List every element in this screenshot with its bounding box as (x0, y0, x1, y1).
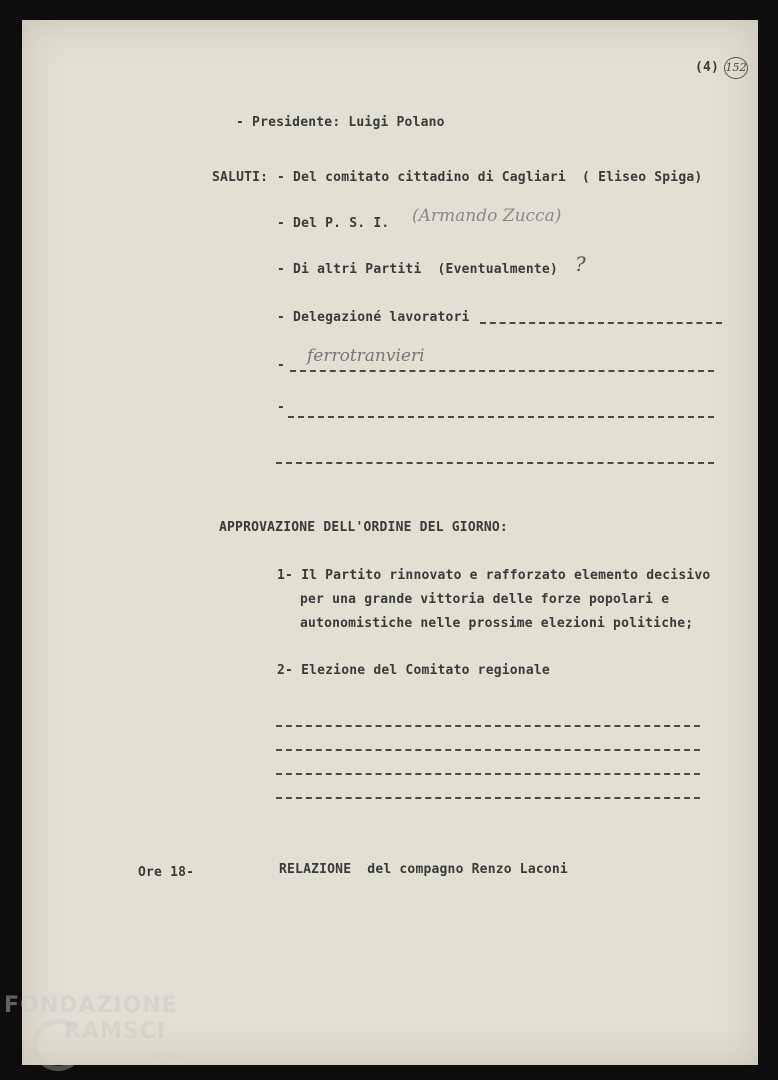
blank-line-delegazione (480, 322, 722, 324)
watermark-line1: FONDAZIONE (4, 993, 178, 1018)
blank-line-6 (276, 773, 700, 775)
archive-number-stamp: 152 (724, 57, 748, 79)
blank-line-1 (290, 370, 714, 372)
watermark-onlus: onlus (154, 1049, 181, 1060)
relazione-time: Ore 18- (138, 865, 195, 880)
page-number: (4) (695, 60, 720, 75)
saluti-item-psi: - Del P. S. I. (277, 216, 390, 231)
ordine-point2: 2- Elezione del Comitato regionale (277, 663, 550, 678)
presidente-line: - Presidente: Luigi Polano (236, 115, 445, 130)
saluti-item-altri-partiti: - Di altri Partiti (Eventualmente) (277, 262, 558, 277)
blank-line-7 (276, 797, 700, 799)
approvazione-heading: APPROVAZIONE DELL'ORDINE DEL GIORNO: (219, 520, 508, 535)
handwritten-psi-name: (Armando Zucca) (412, 206, 562, 226)
ordine-point1-line1: 1- Il Partito rinnovato e rafforzato elemento decisivo (277, 568, 711, 583)
blank-line-5 (276, 749, 700, 751)
relazione-text: RELAZIONE del compagno Renzo Laconi (279, 862, 568, 877)
saluti-blank-dash-1: - (277, 358, 286, 373)
handwritten-question-mark: ? (575, 252, 586, 276)
fondazione-gramsci-watermark (4, 993, 204, 1073)
blank-line-2 (288, 416, 714, 418)
blank-line-4 (276, 725, 700, 727)
watermark-line2: RAMSCI (64, 1019, 167, 1044)
document-page (22, 20, 758, 1065)
blank-line-3 (276, 462, 714, 464)
ordine-point1-line3: autonomistiche nelle prossime elezioni politiche; (300, 616, 694, 631)
saluti-label: SALUTI: (212, 170, 269, 185)
saluti-item-comitato: - Del comitato cittadino di Cagliari ( Eliseo Spiga) (277, 170, 703, 185)
handwritten-ferrotranvieri: ferrotranvieri (307, 346, 425, 366)
saluti-item-delegazione: - Delegazioné lavoratori (277, 310, 470, 325)
ordine-point1-line2: per una grande vittoria delle forze popolari e (300, 592, 670, 607)
saluti-blank-dash-2: - (277, 400, 286, 415)
